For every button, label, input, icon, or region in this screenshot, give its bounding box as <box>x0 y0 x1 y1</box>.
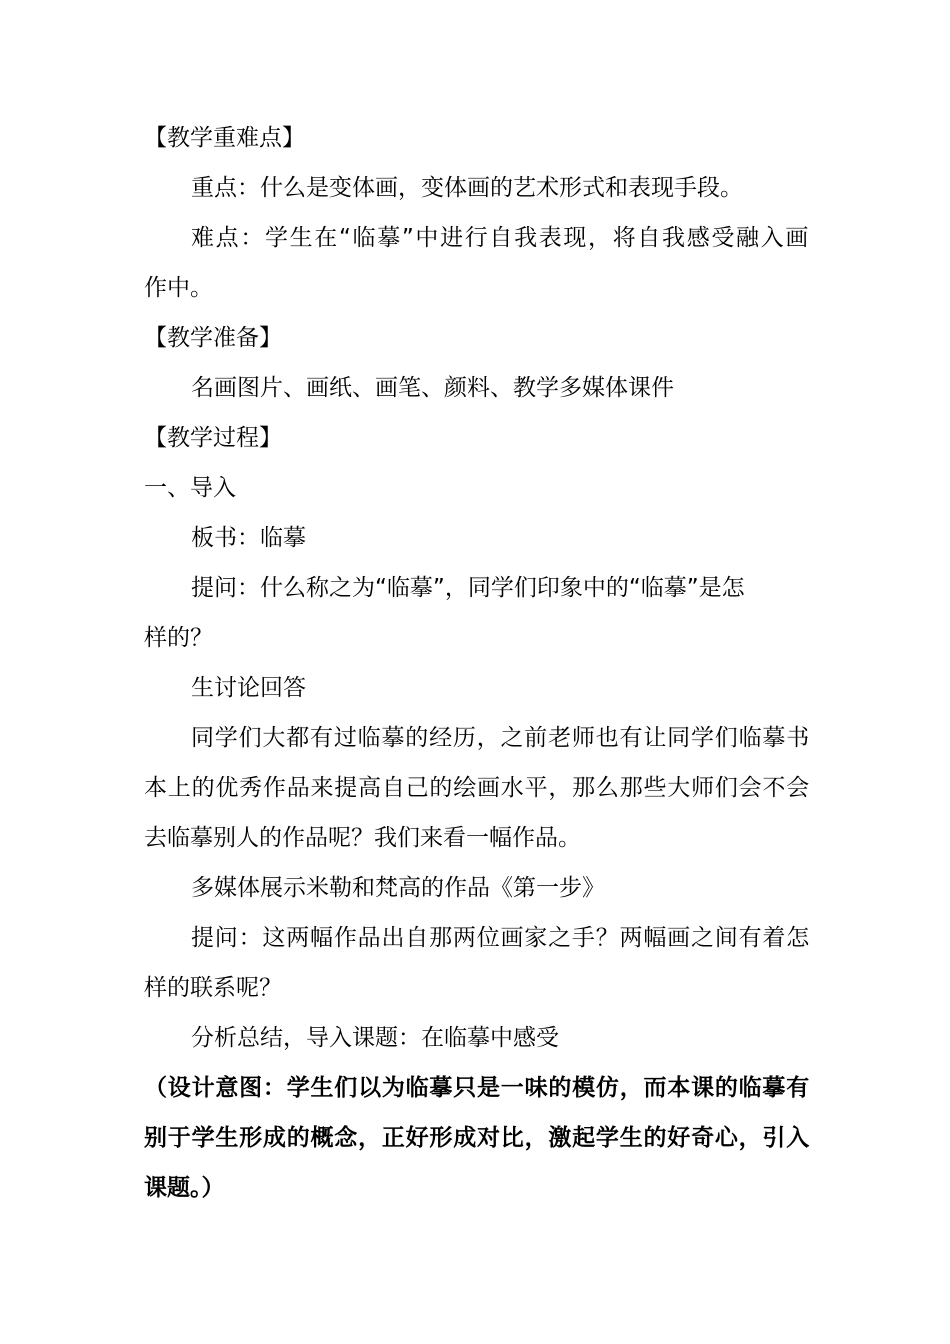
section-heading-process: 【教学过程】 <box>144 425 282 451</box>
paragraph-blackboard: 板书：临摹 <box>191 525 306 551</box>
paragraph-multimedia: 多媒体展示米勒和梵高的作品《第一步》 <box>191 875 605 901</box>
paragraph-question-2: 提问：这两幅作品出自那两位画家之手？两幅画之间有着怎 <box>191 925 810 951</box>
paragraph-preparation-items: 名画图片、画纸、画笔、颜料、教学多媒体课件 <box>191 375 674 401</box>
paragraph-question-2-cont: 样的联系呢？ <box>144 975 282 1001</box>
paragraph-question-1-cont: 样的？ <box>144 625 213 651</box>
paragraph-discussion: 生讨论回答 <box>191 675 306 701</box>
paragraph-design-intent: （设计意图：学生们以为临摹只是一味的模仿，而本课的临摹有 <box>144 1075 810 1101</box>
paragraph-narrative-cont-1: 本上的优秀作品来提高自己的绘画水平，那么那些大师们会不会 <box>144 775 810 801</box>
paragraph-design-intent-cont-2: 课题。） <box>144 1175 225 1201</box>
section-heading-key-points: 【教学重难点】 <box>144 125 305 151</box>
paragraph-difficult-point-cont: 作中。 <box>144 275 213 301</box>
paragraph-difficult-point: 难点：学生在“临摹”中进行自我表现，将自我感受融入画 <box>191 225 810 251</box>
paragraph-key-point: 重点：什么是变体画，变体画的艺术形式和表现手段。 <box>191 175 743 201</box>
paragraph-question-1: 提问：什么称之为“临摹”，同学们印象中的“临摹”是怎 <box>191 575 745 601</box>
paragraph-summary: 分析总结，导入课题：在临摹中感受 <box>191 1025 559 1051</box>
section-heading-preparation: 【教学准备】 <box>144 325 282 351</box>
subheading-introduction: 一、导入 <box>144 475 236 501</box>
paragraph-narrative: 同学们大都有过临摹的经历，之前老师也有让同学们临摹书 <box>191 725 810 751</box>
paragraph-narrative-cont-2: 去临摹别人的作品呢？我们来看一幅作品。 <box>144 825 581 851</box>
document-body <box>144 113 810 1213</box>
paragraph-design-intent-cont-1: 别于学生形成的概念，正好形成对比，激起学生的好奇心，引入 <box>144 1125 810 1151</box>
